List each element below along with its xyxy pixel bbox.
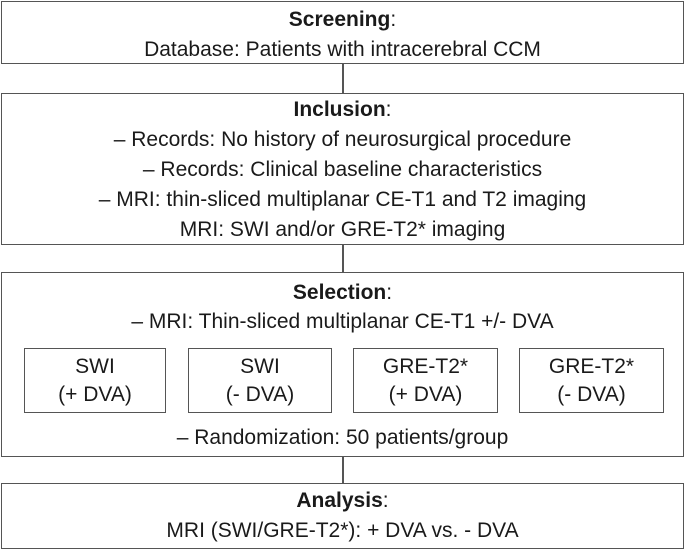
analysis-line-1: MRI (SWI/GRE-T2*): + DVA vs. - DVA: [166, 519, 519, 542]
inclusion-title: Inclusion: [293, 98, 386, 121]
analysis-title: Analysis: [296, 489, 383, 512]
group-name: SWI: [75, 354, 115, 378]
screening-line-1: Database: Patients with intracerebral CCM: [144, 38, 541, 61]
inclusion-line-4: MRI: SWI and/or GRE-T2* imaging: [179, 218, 506, 241]
inclusion-line-3: – MRI: thin-sliced multiplanar CE-T1 and T2 imaging: [98, 188, 587, 211]
group-dva: (+ DVA): [58, 382, 132, 406]
selection-title: Selection: [292, 281, 387, 304]
analysis-colon: :: [382, 489, 389, 512]
group-dva: (- DVA): [557, 382, 626, 406]
inclusion-line-2: – Records: Clinical baseline characteristics: [142, 158, 543, 181]
inclusion-line-1: – Records: No history of neurosurgical procedure: [113, 128, 572, 151]
screening-heading: [2, 5, 683, 35]
inclusion-box: [1, 93, 684, 245]
screening-title: Screening: [288, 8, 391, 31]
analysis-heading: [2, 486, 683, 516]
selection-box: [1, 272, 684, 457]
selection-colon: :: [386, 281, 393, 304]
group-dva: (+ DVA): [388, 382, 463, 406]
inclusion-heading: [2, 95, 683, 125]
selection-heading: [2, 278, 683, 308]
group-name: SWI: [240, 354, 280, 378]
connector-1: [342, 64, 344, 94]
group-box-swi-plus-dva: [24, 348, 166, 413]
screening-colon: :: [390, 8, 397, 31]
group-name: GRE-T2*: [382, 354, 469, 378]
group-box-gre-minus-dva: [519, 348, 664, 413]
group-dva: (- DVA): [225, 382, 295, 406]
selection-line-1: – MRI: Thin-sliced multiplanar CE-T1 +/- DVA: [131, 310, 554, 333]
selection-line-2: – Randomization: 50 patients/group: [176, 426, 509, 449]
analysis-box: [1, 483, 684, 549]
group-box-swi-minus-dva: [188, 348, 332, 413]
group-name: GRE-T2*: [548, 354, 635, 378]
inclusion-colon: :: [385, 98, 392, 121]
connector-3: [342, 457, 344, 484]
connector-2: [342, 245, 344, 273]
screening-box: [1, 1, 684, 64]
group-box-gre-plus-dva: [353, 348, 498, 413]
